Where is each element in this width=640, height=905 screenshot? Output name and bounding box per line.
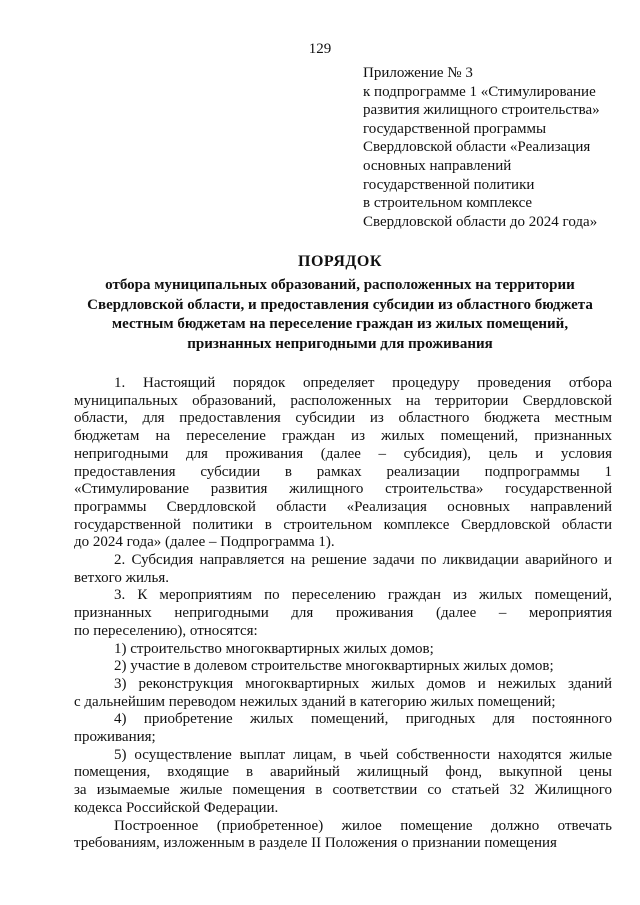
paragraph <box>74 747 612 818</box>
appendix-line: государственной программы <box>363 120 547 137</box>
subtitle-line: отбора муниципальных образований, расположенных на территории <box>105 277 575 293</box>
appendix-line: Свердловской области до 2024 года» <box>363 213 598 230</box>
paragraph-line: ветхого жилья. <box>74 569 170 586</box>
document-body <box>74 375 612 853</box>
title-block <box>60 252 620 354</box>
paragraph-line: по переселению), относятся: <box>74 622 258 639</box>
paragraph-line: области, для предоставления субсидии из областного бюджета местным <box>74 410 612 427</box>
paragraph-line: 3) реконструкция многоквартирных жилых домов и нежилых зданий <box>114 675 612 692</box>
paragraph-line: программы Свердловской области «Реализация основных направлений <box>74 498 612 515</box>
paragraph-line: 3. К мероприятиям по переселению граждан из жилых помещений, <box>114 587 612 604</box>
paragraph <box>74 641 612 659</box>
paragraph <box>74 658 612 676</box>
paragraph-line: с дальнейшим переводом нежилых зданий в категорию жилых помещений; <box>74 693 556 710</box>
paragraph <box>74 375 612 552</box>
subtitle-line: местным бюджетам на переселение граждан из жилых помещений, <box>111 316 569 333</box>
paragraph-line: за изымаемые жилые помещения в соответствии со статьей 32 Жилищного <box>74 782 612 799</box>
paragraph-line: бюджетам на переселение граждан из жилых помещений, признанных <box>74 428 612 445</box>
subtitle-line: признанных непригодными для проживания <box>187 335 493 352</box>
paragraph <box>74 711 612 746</box>
appendix-line: государственной политики <box>363 176 535 193</box>
appendix-line: Свердловской области «Реализация <box>363 139 591 156</box>
document-subtitle <box>60 276 620 354</box>
paragraph-line: Построенное (приобретенное) жилое помещение должно отвечать <box>114 817 612 834</box>
paragraph-line: 4) приобретение жилых помещений, пригодных для постоянного <box>114 711 612 728</box>
paragraph-line: до 2024 года» (далее – Подпрограмма 1). <box>74 534 335 551</box>
paragraph <box>74 818 612 853</box>
paragraph-line: муниципальных образований, расположенных на территории Свердловской <box>74 392 612 409</box>
appendix-line: основных направлений <box>363 157 512 174</box>
paragraph-line: непригодными для проживания (далее – субсидия), цель и условия <box>74 445 612 462</box>
paragraph-line: 1) строительство многоквартирных жилых домов; <box>114 640 434 657</box>
appendix-line: в строительном комплексе <box>363 195 533 212</box>
paragraph-line: признанных непригодными для проживания (далее – мероприятия <box>74 605 612 622</box>
document-title: ПОРЯДОК <box>298 253 382 270</box>
paragraph-line: государственной политики в строительном комплексе Свердловской области <box>74 516 612 533</box>
paragraph-line: «Стимулирование развития жилищного строительства» государственной <box>74 481 612 498</box>
paragraph-line: кодекса Российской Федерации. <box>74 799 279 816</box>
appendix-line: развития жилищного строительства» <box>363 102 600 119</box>
paragraph-line: проживания; <box>74 729 156 746</box>
appendix-line: Приложение № 3 <box>363 65 473 81</box>
paragraph-line: помещения, входящие в аварийный жилищный фонд, выкупной цены <box>74 764 612 781</box>
paragraph-line: 5) осуществление выплат лицам, в чьей собственности находятся жилые <box>114 746 612 763</box>
paragraph <box>74 587 612 640</box>
page-number: 129 <box>308 41 332 57</box>
appendix-note <box>363 64 633 231</box>
subtitle-line: Свердловской области, и предоставления субсидии из областного бюджета <box>87 296 593 313</box>
paragraph-line: 2) участие в долевом строительстве многоквартирных жилых домов; <box>114 658 554 675</box>
appendix-line: к подпрограмме 1 «Стимулирование <box>363 83 596 100</box>
paragraph-line: предоставления субсидии в рамках реализации подпрограммы 1 <box>74 463 612 480</box>
paragraph-line: 2. Субсидия направляется на решение задачи по ликвидации аварийного и <box>114 552 612 569</box>
paragraph <box>74 552 612 587</box>
paragraph-line: 1. Настоящий порядок определяет процедуру проведения отбора <box>114 375 612 391</box>
paragraph <box>74 676 612 711</box>
paragraph-line: требованиям, изложенным в разделе II Положения о признании помещения <box>74 835 557 852</box>
